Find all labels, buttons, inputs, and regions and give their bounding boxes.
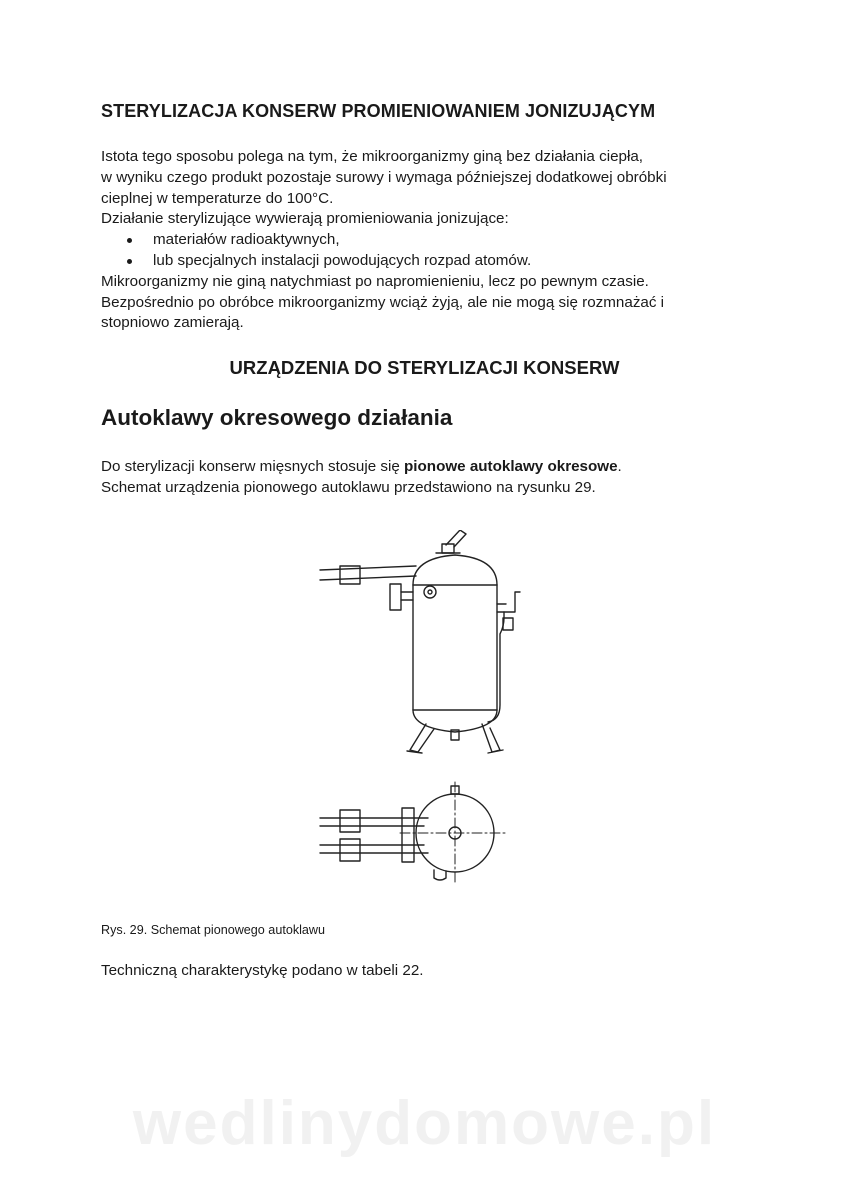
autoclave-period: . — [617, 458, 622, 475]
radiation-sources-list — [101, 230, 741, 272]
autoclave-paragraph — [101, 456, 622, 498]
figure-caption: Rys. 29. Schemat pionowego autoklawu — [101, 923, 326, 937]
intro-line: Bezpośrednio po obróbce mikroorganizmy wciąż żyją, ale nie mogą się rozmnażać i — [101, 293, 665, 311]
autoclave-line: Schemat urządzenia pionowego autoklawu przedstawiono na rysunku 29. — [101, 479, 596, 496]
intro-line: w wyniku czego produkt pozostaje surowy i wymaga późniejszej dodatkowej obróbki — [101, 168, 667, 186]
autoclave-top-view — [320, 782, 505, 882]
intro-line: Działanie sterylizujące wywierają promieniowania jonizujące: — [101, 210, 509, 228]
autoclave-text: Do sterylizacji konserw mięsnych stosuje się — [101, 458, 405, 475]
intro-line: stopniowo zamierają. — [101, 314, 244, 332]
list-item: materiałów radioaktywnych, — [153, 230, 741, 251]
section-title: STERYLIZACJA KONSERW PROMIENIOWANIEM JONIZUJĄCYM — [101, 101, 656, 121]
autoclave-side-view — [320, 530, 520, 753]
table-reference-note: Techniczną charakterystykę podano w tabeli 22. — [101, 962, 424, 979]
list-item: lub specjalnych instalacji powodujących rozpad atomów. — [153, 251, 741, 272]
intro-paragraph — [101, 147, 741, 334]
devices-heading: URZĄDZENIA DO STERYLIZACJI KONSERW — [229, 357, 620, 378]
intro-line: Mikroorganizmy nie giną natychmiast po napromienieniu, lecz po pewnym czasie. — [101, 272, 649, 290]
intro-line: Istota tego sposobu polega na tym, że mikroorganizmy giną bez działania ciepła, — [101, 148, 643, 165]
subsection-title: Autoklawy okresowego działania — [101, 405, 453, 430]
autoclave-diagram — [310, 530, 530, 900]
intro-line: cieplnej w temperaturze do 100°C. — [101, 189, 334, 207]
autoclave-line — [101, 456, 622, 477]
watermark: wedlinydomowe.pl — [132, 1089, 717, 1158]
autoclave-term: pionowe autoklawy okresowe — [404, 458, 618, 475]
